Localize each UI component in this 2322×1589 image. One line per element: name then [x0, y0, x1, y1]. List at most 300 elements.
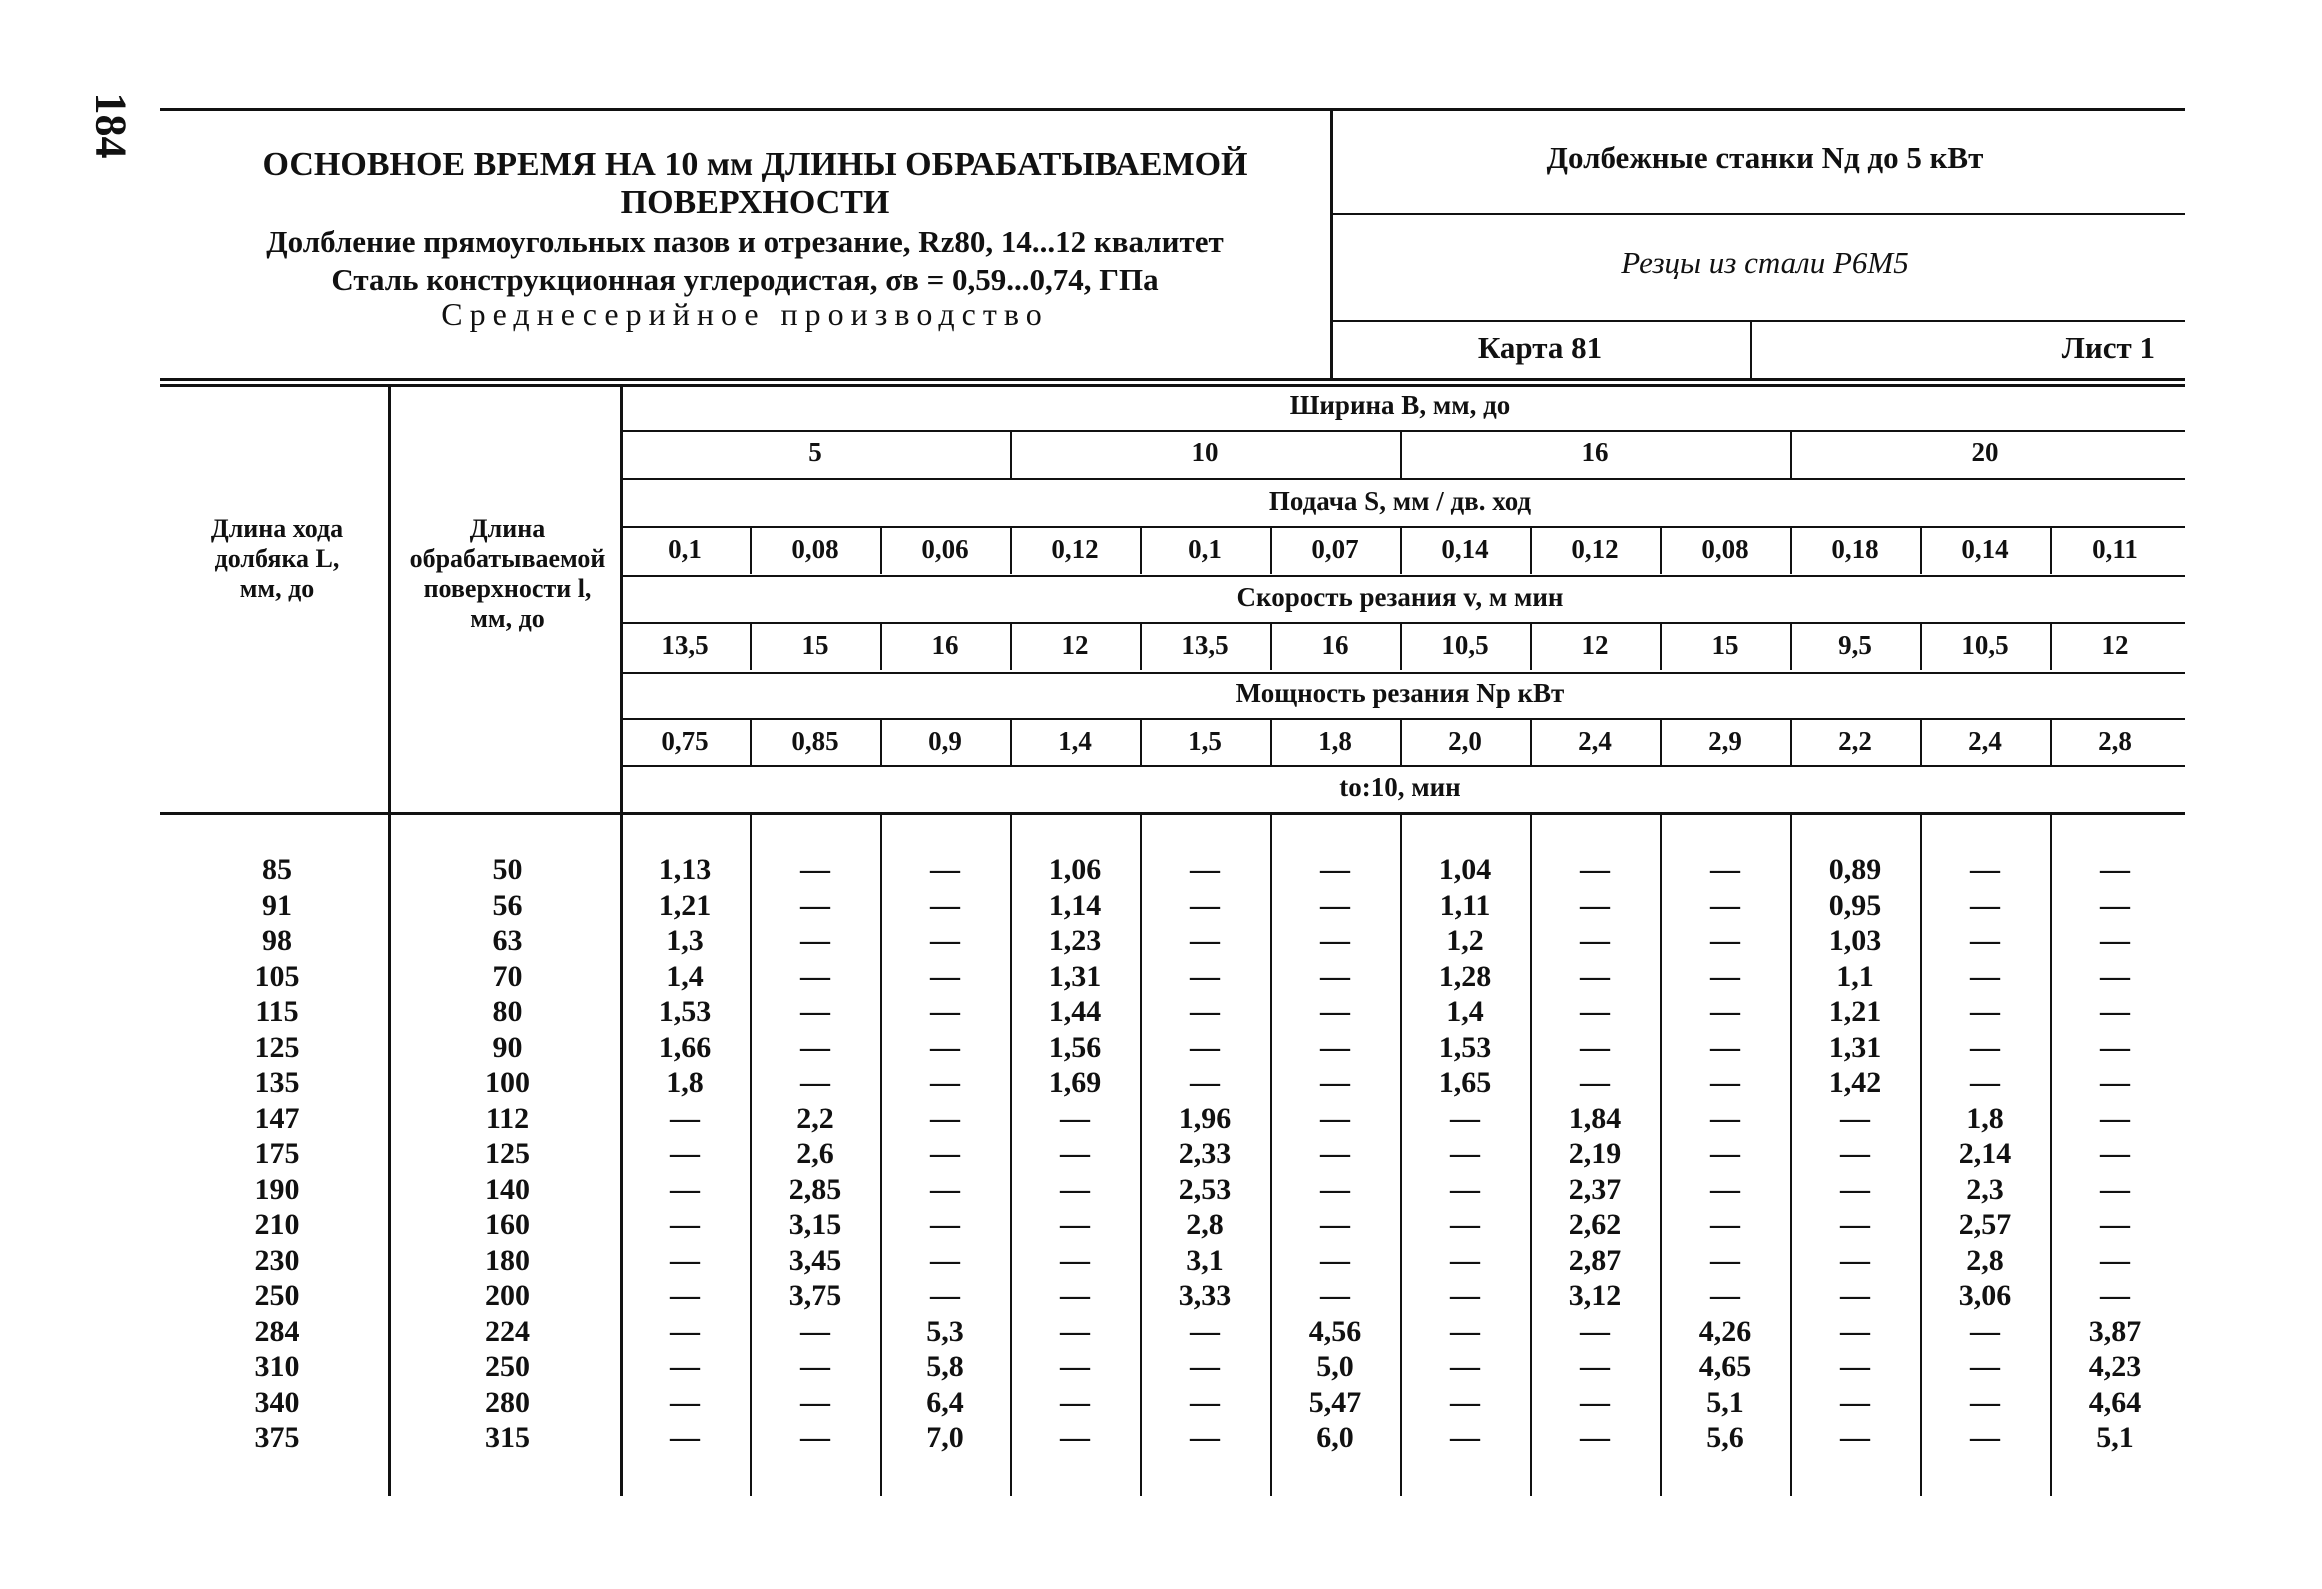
feed-value-divider [1270, 528, 1272, 574]
feed-value: 0,14 [1961, 534, 2009, 564]
time-value: — [1060, 1137, 1090, 1170]
time-value: 1,11 [1439, 888, 1491, 922]
stroke-length-value: 210 [254, 1208, 300, 1241]
time-value: 3,33 [1178, 1279, 1232, 1312]
time-value: — [1580, 1421, 1610, 1454]
power-value-divider [1530, 720, 1532, 766]
time-band-label: tо:10, мин [1339, 772, 1461, 802]
top-rule [160, 108, 2185, 111]
feed-value-divider [1140, 528, 1142, 574]
time-value: — [1320, 853, 1350, 886]
time-value: — [2100, 888, 2130, 922]
time-value: — [1450, 1385, 1480, 1419]
time-value: — [1710, 1243, 1740, 1277]
speed-value: 12 [1581, 630, 1609, 660]
time-value: — [1320, 1101, 1350, 1135]
time-value: — [1450, 1137, 1480, 1170]
power-value: 2,4 [1968, 726, 2002, 756]
time-value: — [670, 1101, 700, 1135]
time-value: — [2100, 1030, 2130, 1064]
widths-rule [620, 478, 2185, 480]
time-value: 1,14 [1048, 888, 1102, 922]
table-col-divider-1 [388, 386, 391, 1496]
stroke-length-value: 125 [254, 1030, 300, 1064]
time-value: — [670, 1385, 700, 1419]
time-value: 1,8 [666, 1066, 704, 1099]
stroke-length-value: 310 [254, 1350, 300, 1383]
time-value: — [670, 1314, 700, 1348]
time-value: 1,31 [1048, 959, 1102, 993]
time-value: 4,64 [2088, 1385, 2142, 1419]
time-value: — [1190, 1385, 1220, 1419]
stroke-length-value: 230 [254, 1243, 300, 1277]
time-value: — [1190, 959, 1220, 993]
cutters-rule [1333, 320, 2185, 322]
time-value: — [1190, 888, 1220, 922]
time-value: — [1060, 1172, 1090, 1206]
time-value: — [1840, 1421, 1870, 1454]
power-value: 2,8 [2098, 726, 2132, 756]
time-value: — [1710, 1066, 1740, 1099]
time-value: 5,3 [926, 1314, 964, 1348]
feed-band-rule [620, 526, 2185, 528]
time-value: — [800, 1350, 830, 1383]
time-value: — [1450, 1172, 1480, 1206]
time-value: 4,65 [1698, 1350, 1752, 1383]
time-value: — [1840, 1385, 1870, 1419]
time-value: 3,45 [788, 1243, 842, 1277]
time-value: — [930, 995, 960, 1028]
time-value: 1,2 [1446, 924, 1484, 957]
width-band-label: Ширина В, мм, до [1289, 390, 1511, 420]
time-value: — [1710, 995, 1740, 1028]
time-value: — [930, 959, 960, 993]
stroke-length-value: 375 [254, 1421, 300, 1454]
time-value: — [930, 1208, 960, 1241]
time-value: 3,12 [1568, 1279, 1622, 1312]
power-value-divider [1790, 720, 1792, 766]
power-value-divider [1010, 720, 1012, 766]
surface-length-value: 224 [485, 1314, 530, 1348]
feed-value: 0,12 [1571, 534, 1619, 564]
time-value: — [1710, 1208, 1740, 1241]
time-value: 5,1 [2096, 1421, 2134, 1454]
surface-length-value: 112 [485, 1101, 530, 1135]
feed-value: 0,1 [1188, 534, 1222, 564]
time-value: — [1710, 1030, 1740, 1064]
time-value: 2,62 [1568, 1208, 1622, 1241]
time-value: — [800, 1030, 830, 1064]
time-value: 6,0 [1316, 1421, 1354, 1454]
time-value: — [1970, 1385, 2000, 1419]
power-value: 1,8 [1318, 726, 1352, 756]
power-value-divider [1270, 720, 1272, 766]
time-value: — [1450, 1208, 1480, 1241]
power-value-divider [1920, 720, 1922, 766]
time-value: — [1840, 1137, 1870, 1170]
time-value: — [1580, 924, 1610, 957]
feed-value: 0,11 [2092, 534, 2138, 564]
time-value: 1,21 [1828, 995, 1882, 1028]
power-value: 1,5 [1188, 726, 1222, 756]
time-value: — [1710, 1137, 1740, 1170]
time-value: 3,06 [1958, 1279, 2012, 1312]
feed-value-divider [1530, 528, 1532, 574]
time-value: — [2100, 1279, 2130, 1312]
surface-length-value: 140 [485, 1172, 530, 1206]
feed-value: 0,07 [1311, 534, 1359, 564]
speed-value: 15 [1711, 630, 1739, 660]
time-value: — [930, 888, 960, 922]
time-value: 3,87 [2088, 1314, 2142, 1348]
time-value: — [1190, 924, 1220, 957]
time-value: — [1320, 1066, 1350, 1099]
time-value: — [2100, 1066, 2130, 1099]
speed-value: 16 [931, 630, 959, 660]
time-value: — [1580, 1314, 1610, 1348]
time-value: — [1970, 1350, 2000, 1383]
time-value: 2,6 [796, 1137, 834, 1170]
time-value: — [1450, 1279, 1480, 1312]
time-value: 2,85 [788, 1172, 842, 1206]
time-value: — [1060, 1350, 1090, 1383]
time-value: — [2100, 1137, 2130, 1170]
feed-value: 0,08 [1701, 534, 1749, 564]
time-value: — [800, 1314, 830, 1348]
time-value: — [2100, 1101, 2130, 1135]
time-value: 4,56 [1308, 1314, 1362, 1348]
time-value: — [930, 1243, 960, 1277]
surface-length-value: 80 [492, 995, 523, 1028]
surface-length-value: 200 [485, 1279, 530, 1312]
time-value: 1,03 [1828, 924, 1882, 957]
time-value: — [1580, 1030, 1610, 1064]
time-value: 5,0 [1316, 1350, 1354, 1383]
time-value: 5,1 [1706, 1385, 1744, 1419]
stroke-length-value: 105 [254, 959, 300, 993]
time-value: 3,1 [1186, 1243, 1224, 1277]
surface-length-value: 70 [492, 959, 523, 993]
speed-value: 15 [801, 630, 829, 660]
time-value: — [1320, 1208, 1350, 1241]
time-value: — [1190, 1314, 1220, 1348]
time-value: — [1450, 1421, 1480, 1454]
time-value: — [1710, 959, 1740, 993]
time-value: — [1580, 1385, 1610, 1419]
time-value: 3,15 [788, 1208, 842, 1241]
time-value: — [1970, 995, 2000, 1028]
time-value: 1,8 [1966, 1101, 2004, 1135]
speed-value: 10,5 [1961, 630, 2009, 660]
time-value: — [1060, 1101, 1090, 1135]
feed-value: 0,08 [791, 534, 839, 564]
time-value: — [1450, 1314, 1480, 1348]
time-value: — [2100, 959, 2130, 993]
feed-value-divider [1790, 528, 1792, 574]
time-value: — [1320, 888, 1350, 922]
time-value: — [670, 1243, 700, 1277]
time-value: — [930, 1066, 960, 1099]
stroke-length-value: 98 [262, 924, 292, 957]
feed-value-divider [1010, 528, 1012, 574]
surface-length-value: 56 [492, 888, 523, 922]
time-value: 1,31 [1828, 1030, 1882, 1064]
time-value: 1,66 [658, 1030, 712, 1064]
power-value: 2,2 [1838, 726, 1872, 756]
power-value: 0,75 [661, 726, 709, 756]
feed-value-divider [1920, 528, 1922, 574]
time-value: 1,23 [1048, 924, 1102, 957]
time-value: 2,57 [1958, 1208, 2012, 1241]
power-band-rule [620, 718, 2185, 720]
time-value: — [1450, 1101, 1480, 1135]
speed-band-label: Скорость резания v, м мин [1236, 582, 1564, 612]
time-value: — [1840, 1101, 1870, 1135]
subtitle-material: Сталь конструкционная углеродистая, σв = 0,59...0,74, ГПа [331, 262, 1159, 297]
time-value: — [670, 1350, 700, 1383]
time-value: — [1710, 1172, 1740, 1206]
time-value: 1,96 [1178, 1101, 1232, 1135]
card-number: Карта 81 [1477, 330, 1603, 365]
time-value: 1,56 [1048, 1030, 1102, 1064]
time-value: — [1710, 1101, 1740, 1135]
time-value: — [1580, 995, 1610, 1028]
time-value: — [800, 1066, 830, 1099]
time-value: — [1320, 1137, 1350, 1170]
time-value: — [800, 924, 830, 957]
power-band-label: Мощность резания Np кВт [1235, 678, 1565, 708]
width-group-divider [1010, 432, 1012, 478]
time-value: — [1320, 959, 1350, 993]
stroke-length-value: 284 [254, 1314, 300, 1348]
time-value: 4,23 [2088, 1350, 2142, 1383]
time-value: 1,1 [1836, 959, 1874, 993]
time-value: — [1320, 1030, 1350, 1064]
speed-value-divider [750, 624, 752, 670]
power-value-divider [2050, 720, 2052, 766]
power-value-divider [1400, 720, 1402, 766]
time-value: — [1060, 1243, 1090, 1277]
time-value: — [1710, 888, 1740, 922]
power-value-divider [1140, 720, 1142, 766]
subtitle-production: Среднесерийное производство [441, 296, 1049, 332]
speed-value-divider [1140, 624, 1142, 670]
header-bottom-rule [160, 378, 2185, 381]
time-value: — [1320, 924, 1350, 957]
time-value: — [800, 888, 830, 922]
time-value: — [1320, 1172, 1350, 1206]
feed-value: 0,12 [1051, 534, 1099, 564]
speed-value: 9,5 [1838, 630, 1872, 660]
stroke-length-value: 250 [254, 1279, 300, 1312]
feed-value: 0,18 [1831, 534, 1879, 564]
speed-value-divider [1530, 624, 1532, 670]
stroke-length-value: 340 [254, 1385, 300, 1419]
feed-band-label: Подача S, мм / дв. ход [1268, 486, 1532, 516]
time-value: — [2100, 1208, 2130, 1241]
stroke-length-value: 190 [254, 1172, 300, 1206]
time-value: — [930, 924, 960, 957]
time-value: — [1840, 1208, 1870, 1241]
time-value: — [930, 1101, 960, 1135]
stroke-length-value: 147 [254, 1101, 300, 1135]
time-value: — [1970, 1421, 2000, 1454]
header-divider [1330, 110, 1333, 378]
time-value: 1,84 [1568, 1101, 1622, 1135]
time-value: — [1840, 1314, 1870, 1348]
time-value: 2,19 [1568, 1137, 1622, 1170]
machine-rule [1333, 213, 2185, 215]
width-group-divider [1790, 432, 1792, 478]
time-value: — [1190, 1350, 1220, 1383]
time-value: — [1580, 888, 1610, 922]
time-value: — [930, 1137, 960, 1170]
time-value: 2,53 [1178, 1172, 1232, 1206]
sheet-number: Лист 1 [2061, 330, 2155, 365]
stroke-length-value: 115 [255, 995, 299, 1028]
time-value: 0,95 [1828, 888, 1882, 922]
time-value: — [1320, 1279, 1350, 1312]
stroke-length-value: 91 [262, 888, 292, 922]
time-value: 1,53 [658, 995, 712, 1028]
time-value: — [2100, 1243, 2130, 1277]
time-value: 1,04 [1438, 853, 1492, 886]
time-value: 4,26 [1698, 1314, 1752, 1348]
width-value: 16 [1581, 437, 1609, 467]
speed-value-divider [1920, 624, 1922, 670]
cutters-label: Резцы из стали Р6М5 [1621, 245, 1909, 280]
time-value: 1,42 [1828, 1066, 1882, 1099]
time-value: — [800, 1385, 830, 1419]
feeds-rule [620, 575, 2185, 577]
power-value: 2,0 [1448, 726, 1482, 756]
speed-value: 13,5 [661, 630, 709, 660]
surface-length-value: 250 [485, 1350, 530, 1383]
time-value: — [1840, 1350, 1870, 1383]
surface-length-value: 63 [492, 924, 523, 957]
width-band-rule [620, 430, 2185, 432]
time-value: — [800, 853, 830, 886]
time-value: — [1580, 1350, 1610, 1383]
time-value: — [1840, 1243, 1870, 1277]
time-value: — [1060, 1279, 1090, 1312]
time-value: — [1450, 1350, 1480, 1383]
time-value: — [1320, 995, 1350, 1028]
time-value: — [1190, 853, 1220, 886]
time-value: — [930, 853, 960, 886]
feed-value: 0,06 [921, 534, 969, 564]
time-value: — [1710, 924, 1740, 957]
feed-value-divider [2050, 528, 2052, 574]
time-value: — [1580, 853, 1610, 886]
time-value: — [1710, 1279, 1740, 1312]
time-value: — [1320, 1243, 1350, 1277]
time-value: — [670, 1172, 700, 1206]
time-value: — [800, 995, 830, 1028]
time-value: — [2100, 1172, 2130, 1206]
time-value: 3,75 [788, 1279, 842, 1312]
time-value: — [1060, 1314, 1090, 1348]
time-value: 2,14 [1958, 1137, 2012, 1170]
feed-value-divider [1400, 528, 1402, 574]
time-value: — [1970, 1030, 2000, 1064]
time-value: — [1710, 853, 1740, 886]
time-value: — [1970, 959, 2000, 993]
machine-label: Долбежные станки Nд до 5 кВт [1546, 140, 1984, 175]
width-value: 5 [808, 437, 822, 467]
time-value: — [930, 1172, 960, 1206]
time-value: 1,3 [666, 924, 704, 957]
time-value: 5,47 [1308, 1385, 1362, 1419]
time-value: — [1840, 1172, 1870, 1206]
surface-length-value: 125 [485, 1137, 530, 1170]
time-value: 1,44 [1048, 995, 1102, 1028]
time-value: 1,69 [1048, 1066, 1102, 1099]
surface-length-value: 315 [485, 1421, 530, 1454]
speeds-rule [620, 672, 2185, 674]
time-value: 2,8 [1966, 1243, 2004, 1277]
surface-length-value: 100 [485, 1066, 530, 1099]
time-value: — [1970, 924, 2000, 957]
speed-value: 12 [1061, 630, 1089, 660]
time-value: 1,13 [658, 853, 712, 886]
time-value: — [1450, 1243, 1480, 1277]
surface-length-value: 180 [485, 1243, 530, 1277]
time-value: — [1190, 1066, 1220, 1099]
time-value: 2,8 [1186, 1208, 1224, 1241]
speed-value-divider [1010, 624, 1012, 670]
speed-value: 10,5 [1441, 630, 1489, 660]
speed-value: 12 [2101, 630, 2129, 660]
col-header-surface-length: Длина обрабатываемой поверхности l, мм, до [409, 514, 606, 633]
power-value: 0,85 [791, 726, 839, 756]
time-value: 5,8 [926, 1350, 964, 1383]
time-value: — [1970, 1314, 2000, 1348]
data-top-rule [160, 812, 2185, 815]
time-value: — [2100, 853, 2130, 886]
power-value-divider [1660, 720, 1662, 766]
feed-value-divider [1660, 528, 1662, 574]
time-value: — [1060, 1208, 1090, 1241]
time-value: — [1970, 853, 2000, 886]
time-value: 5,6 [1706, 1421, 1744, 1454]
power-value: 2,4 [1578, 726, 1612, 756]
speed-band-rule [620, 622, 2185, 624]
surface-length-value: 280 [485, 1385, 530, 1419]
width-value: 20 [1971, 437, 1999, 467]
time-value: — [1580, 959, 1610, 993]
surface-length-value: 50 [492, 853, 523, 886]
time-value: 0,89 [1828, 853, 1882, 886]
speed-value-divider [1400, 624, 1402, 670]
time-value: — [800, 1421, 830, 1454]
time-value: 1,4 [666, 959, 704, 993]
time-value: — [1580, 1066, 1610, 1099]
time-value: — [670, 1137, 700, 1170]
subtitle-operation: Долбление прямоугольных пазов и отрезание, Rz80, 14...12 квалитет [266, 224, 1224, 259]
time-value: 1,21 [658, 888, 712, 922]
speed-value-divider [1270, 624, 1272, 670]
time-value: 1,06 [1048, 853, 1102, 886]
feed-value: 0,1 [668, 534, 702, 564]
feed-value: 0,14 [1441, 534, 1489, 564]
powers-rule [620, 765, 2185, 767]
width-group-divider [1400, 432, 1402, 478]
width-value: 10 [1191, 437, 1219, 467]
time-value: — [1970, 1066, 2000, 1099]
feed-value-divider [880, 528, 882, 574]
table-top-rule [160, 384, 2185, 387]
